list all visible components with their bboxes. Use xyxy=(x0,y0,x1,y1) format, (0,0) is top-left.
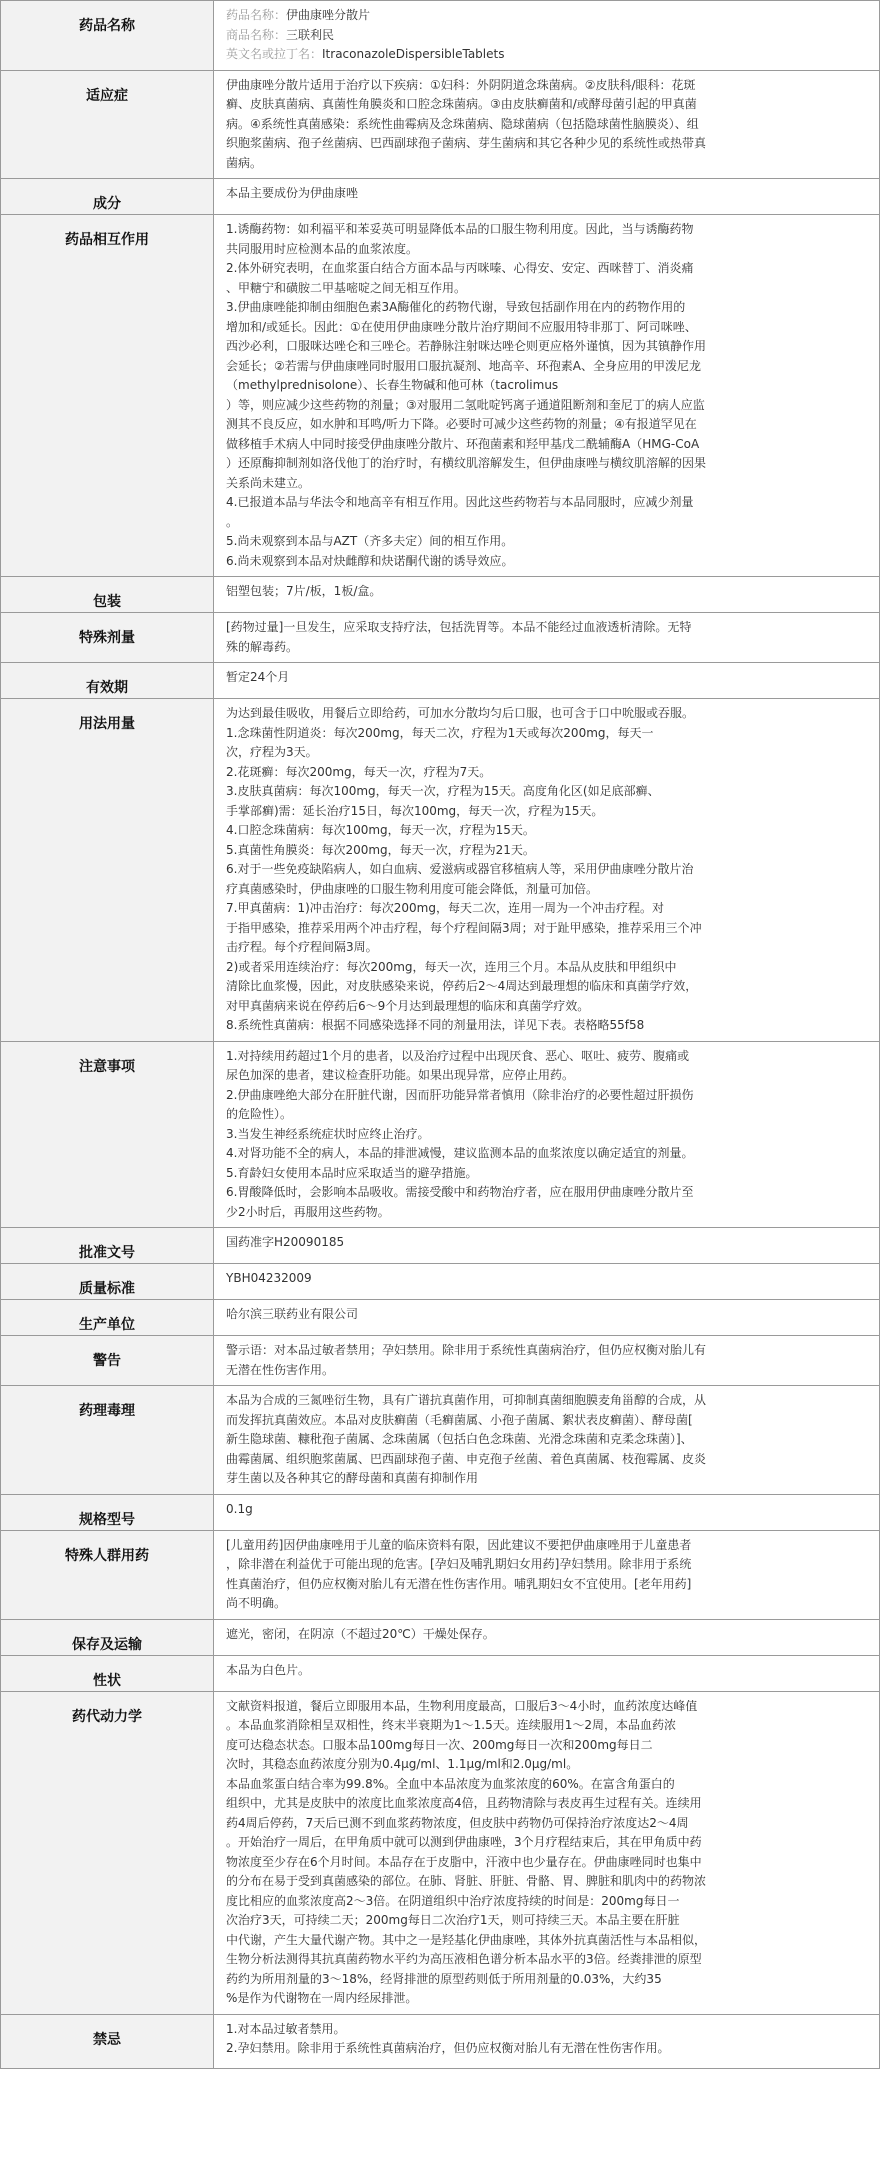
content-line: 对甲真菌病来说在停药后6～9个月达到最理想的临床和真菌学疗效。 xyxy=(226,998,590,1013)
content-line: 哈尔滨三联药业有限公司 xyxy=(226,1307,359,1321)
precautions-row xyxy=(1,1041,880,1228)
content-line: 无潜在性伤害作用。 xyxy=(226,1362,335,1377)
approval-number-label: 批准文号 xyxy=(1,1228,214,1264)
content-line: ，除非潜在利益优于可能出现的危害。[孕妇及哺乳期妇女用药]孕妇禁用。除非用于系统 xyxy=(226,1557,692,1571)
warning-label: 警告 xyxy=(1,1336,214,1386)
storage-transport-content xyxy=(214,1619,880,1655)
content-line: 织胞浆菌病、孢子丝菌病、巴西副球孢子菌病、芽生菌病和其它各种少见的系统性或热带真 xyxy=(226,136,707,150)
content-line: 次治疗3天，可持续二天；200mg每日二次治疗1天，则可持续三天。本品主要在肝脏 xyxy=(226,1913,680,1927)
content-line: 疗真菌感染时，伊曲康唑的口服生物利用度可能会降低，剂量可加倍。 xyxy=(226,881,599,896)
indications-content xyxy=(214,70,880,179)
ingredients-content xyxy=(214,179,880,215)
packaging-row xyxy=(1,577,880,613)
warning-content xyxy=(214,1336,880,1386)
content-line: 次，疗程为3天。 xyxy=(226,745,318,759)
content-line: 暂定24个月 xyxy=(226,670,290,684)
drug-name-label: 药品名称 xyxy=(1,1,214,71)
special-populations-label: 特殊人群用药 xyxy=(1,1530,214,1619)
content-line: 度比相应的血浆浓度高2～3倍。在阴道组织中治疗浓度持续的时间是：200mg每日一 xyxy=(226,1893,680,1908)
content-line: 1.对本品过敏者禁用。 xyxy=(226,2021,346,2036)
name-line xyxy=(226,6,869,26)
content-line: 中代谢，产生大量代谢产物。其中之一是羟基化伊曲康唑，其体外抗真菌活性与本品相似， xyxy=(226,1932,707,1947)
specification-content xyxy=(214,1494,880,1530)
manufacturer-content xyxy=(214,1300,880,1336)
name-line-label: 商品名称： xyxy=(226,27,287,42)
pharmacokinetics-content xyxy=(214,1691,880,2014)
content-line: 会延长；②若需与伊曲康唑同时服用口服抗凝剂、地高辛、环孢素A、全身应用的甲泼尼龙 xyxy=(226,358,701,373)
content-line: 2.孕妇禁用。除非用于系统性真菌病治疗，但仍应权衡对胎儿有无潜在性伤害作用。 xyxy=(226,2041,670,2055)
special-dosage-content xyxy=(214,613,880,663)
content-line: 的分布在易于受到真菌感染的部位。在肺、肾脏、肝脏、骨骼、胃、脾脏和肌肉中的药物浓 xyxy=(226,1874,707,1888)
quality-standard-label: 质量标准 xyxy=(1,1264,214,1300)
content-line: 清除比血浆慢，因此，对皮肤感染来说，停药后2～4周达到最理想的临床和真菌学疗效， xyxy=(226,979,698,993)
special-dosage-row xyxy=(1,613,880,663)
drug-info-table-body xyxy=(1,1,880,2069)
warning-row xyxy=(1,1336,880,1386)
content-line: 2.体外研究表明，在血浆蛋白结合方面本品与丙咪嗪、心得安、安定、西咪替丁、消炎痛 xyxy=(226,261,694,275)
content-line: 药约为所用剂量的3～18%，经肾排泄的原型药则低于所用剂量的0.03%，大约35 xyxy=(226,1971,662,1986)
content-line: 于指甲感染，推荐采用两个冲击疗程，每个疗程间隔3周；对于趾甲感染，推荐采用三个冲 xyxy=(226,920,702,935)
ingredients-row xyxy=(1,179,880,215)
specification-label: 规格型号 xyxy=(1,1494,214,1530)
name-line-label: 药品名称： xyxy=(226,8,287,22)
content-line: 4.对肾功能不全的病人，本品的排泄减慢，建议监测本品的血浆浓度以确定适宜的剂量。 xyxy=(226,1146,694,1160)
special-populations-content xyxy=(214,1530,880,1619)
content-line: 7.甲真菌病：1)冲击治疗：每次200mg，每天二次，连用一周为一个冲击疗程。对 xyxy=(226,901,664,915)
appearance-label: 性状 xyxy=(1,1655,214,1691)
content-line: 5.尚未观察到本品与AZT（齐多夫定）间的相互作用。 xyxy=(226,534,514,548)
content-line: 性真菌治疗，但仍应权衡对胎儿有无潜在性伤害作用。哺乳期妇女不宜使用。[老年用药] xyxy=(226,1576,692,1591)
content-line: 3.皮肤真菌病：每次100mg，每天一次，疗程为15天。高度角化区(如足底部癣、 xyxy=(226,784,660,798)
content-line: 4.已报道本品与华法令和地高辛有相互作用。因此这些药物若与本品同服时，应减少剂量 xyxy=(226,495,694,509)
content-line: 击疗程。每个疗程间隔3周。 xyxy=(226,940,378,954)
content-line: YBH04232009 xyxy=(226,1271,312,1285)
drug-interactions-row xyxy=(1,215,880,577)
drug-name-row xyxy=(1,1,880,71)
content-line: 药4周后停药，7天后已测不到血浆药物浓度，但皮肤中药物仍可保持治疗浓度达2～4周 xyxy=(226,1815,689,1830)
content-line: 铝塑包装；7片/板，1板/盒。 xyxy=(226,584,382,598)
content-line: 文献资料报道，餐后立即服用本品，生物利用度最高，口服后3～4小时，血药浓度达峰值 xyxy=(226,1698,698,1713)
usage-dosage-content xyxy=(214,699,880,1042)
content-line: 1.诱酶药物：如利福平和苯妥英可明显降低本品的口服生物利用度。因此，当与诱酶药物 xyxy=(226,222,694,236)
content-line: 伊曲康唑分散片适用于治疗以下疾病：①妇科：外阴阴道念珠菌病。②皮肤科/眼科：花斑 xyxy=(226,77,696,92)
content-line: [药物过量]一旦发生，应采取支持疗法，包括洗胃等。本品不能经过血液透析清除。无特 xyxy=(226,620,692,634)
content-line: 尿色加深的患者，建议检查肝功能。如果出现异常，应停止用药。 xyxy=(226,1068,575,1082)
content-line: 国药准字H20090185 xyxy=(226,1235,345,1249)
precautions-label: 注意事项 xyxy=(1,1041,214,1228)
name-line-value: 三联利民 xyxy=(286,27,335,42)
usage-dosage-label: 用法用量 xyxy=(1,699,214,1042)
content-line: 警示语：对本品过敏者禁用；孕妇禁用。除非用于系统性真菌病治疗，但仍应权衡对胎儿有 xyxy=(226,1343,707,1357)
content-line: 本品血浆蛋白结合率为99.8%。全血中本品浓度为血浆浓度的60%。在富含角蛋白的 xyxy=(226,1776,675,1791)
content-line: 。开始治疗一周后，在甲角质中就可以测到伊曲康唑，3个月疗程结束后，其在甲角质中药 xyxy=(226,1835,702,1849)
content-line: 、甲糖宁和磺胺二甲基嘧啶之间无相互作用。 xyxy=(226,280,467,295)
storage-transport-label: 保存及运输 xyxy=(1,1619,214,1655)
content-line: 2.花斑癣：每次200mg，每天一次，疗程为7天。 xyxy=(226,764,492,779)
pharmacology-toxicology-content xyxy=(214,1386,880,1495)
content-line: 5.育龄妇女使用本品时应采取适当的避孕措施。 xyxy=(226,1165,478,1180)
approval-number-row xyxy=(1,1228,880,1264)
content-line: 本品为合成的三氮唑衍生物，具有广谱抗真菌作用，可抑制真菌细胞膜麦角甾醇的合成，从 xyxy=(226,1393,707,1407)
content-line: 。 xyxy=(226,514,239,529)
content-line: 6.对于一些免疫缺陷病人，如白血病、爱滋病或器官移植病人等，采用伊曲康唑分散片治 xyxy=(226,862,694,876)
name-line-value: 伊曲康唑分散片 xyxy=(286,8,371,22)
shelf-life-row xyxy=(1,663,880,699)
content-line: 新生隐球菌、糠秕孢子菌属、念珠菌属（包括白色念珠菌、光滑念珠菌和克柔念珠菌）]、 xyxy=(226,1432,693,1446)
content-line: 6.尚未观察到本品对炔雌醇和炔诺酮代谢的诱导效应。 xyxy=(226,553,514,568)
contraindications-content xyxy=(214,2014,880,2068)
content-line: 增加和/或延长。因此：①在使用伊曲康唑分散片治疗期间不应服用特非那丁、阿司咪唑、 xyxy=(226,319,697,334)
content-line: 共同服用时应检测本品的血浆浓度。 xyxy=(226,241,419,256)
content-line: 手掌部癣)需：延长治疗15日，每次100mg，每天一次，疗程为15天。 xyxy=(226,803,604,818)
content-line: 尚不明确。 xyxy=(226,1596,287,1610)
packaging-content xyxy=(214,577,880,613)
pharmacology-toxicology-label: 药理毒理 xyxy=(1,1386,214,1495)
content-line: 2)或者采用连续治疗：每次200mg，每天一次，连用三个月。本品从皮肤和甲组织中 xyxy=(226,959,677,974)
content-line: 1.念珠菌性阴道炎：每次200mg，每天二次，疗程为1天或每次200mg，每天一 xyxy=(226,725,654,740)
content-line: [儿童用药]因伊曲康唑用于儿童的临床资料有限，因此建议不要把伊曲康唑用于儿童患者 xyxy=(226,1537,692,1552)
contraindications-row xyxy=(1,2014,880,2068)
content-line: 组织中，尤其是皮肤中的浓度比血浆浓度高4倍，且药物清除与表皮再生过程有关。连续用 xyxy=(226,1796,702,1810)
content-line: ）还原酶抑制剂如洛伐他丁的治疗时，有横纹肌溶解发生，但伊曲康唑与横纹肌溶解的因果 xyxy=(226,456,707,470)
appearance-content xyxy=(214,1655,880,1691)
content-line: 菌病。 xyxy=(226,155,263,170)
content-line: 为达到最佳吸收，用餐后立即给药，可加水分散均匀后口服，也可含于口中吮服或吞服。 xyxy=(226,706,695,720)
content-line: 芽生菌以及各种其它的酵母菌和真菌有抑制作用 xyxy=(226,1471,479,1485)
quality-standard-content xyxy=(214,1264,880,1300)
content-line: 本品主要成份为伊曲康唑 xyxy=(226,186,359,200)
content-line: 物浓度至少存在6个月时间。本品存在于皮脂中，汗液中也少量存在。伊曲康唑同时也集中 xyxy=(226,1854,702,1869)
appearance-row xyxy=(1,1655,880,1691)
manufacturer-label: 生产单位 xyxy=(1,1300,214,1336)
storage-transport-row xyxy=(1,1619,880,1655)
content-line: 而发挥抗真菌效应。本品对皮肤癣菌（毛癣菌属、小孢子菌属、絮状表皮癣菌）、酵母菌[ xyxy=(226,1412,693,1427)
content-line: 西沙必利，口服咪达唑仑和三唑仑。若静脉注射咪达唑仑则更应格外谨慎，因为其镇静作用 xyxy=(226,339,707,353)
manufacturer-row xyxy=(1,1300,880,1336)
content-line: 0.1g xyxy=(226,1501,253,1516)
name-line-value: ItraconazoleDispersibleTablets xyxy=(322,47,505,61)
indications-label: 适应症 xyxy=(1,70,214,179)
drug-name-content xyxy=(214,1,880,71)
content-line: 癣、皮肤真菌病、真菌性角膜炎和口腔念珠菌病。③由皮肤癣菌和/或酵母菌引起的甲真菌 xyxy=(226,97,697,111)
content-line: （methylprednisolone）、长春生物碱和他可林（tacrolimus xyxy=(226,378,559,392)
content-line: 度可达稳态状态。口服本品100mg每日一次、200mg每日一次和200mg每日二 xyxy=(226,1737,653,1752)
indications-row xyxy=(1,70,880,179)
content-line: 做移植手术病人中同时接受伊曲康唑分散片、环孢菌素和羟甲基戊二酰辅酶A（HMG-CoA xyxy=(226,436,700,451)
content-line: 曲霉菌属、组织胞浆菌属、巴西副球孢子菌、申克孢子丝菌、着色真菌属、枝孢霉属、皮炎 xyxy=(226,1451,707,1466)
content-line: 2.伊曲康唑绝大部分在肝脏代谢，因而肝功能异常者慎用（除非治疗的必要性超过肝损伤 xyxy=(226,1087,694,1102)
pharmacology-toxicology-row xyxy=(1,1386,880,1495)
special-dosage-label: 特殊剂量 xyxy=(1,613,214,663)
drug-interactions-label: 药品相互作用 xyxy=(1,215,214,577)
content-line: 本品为白色片。 xyxy=(226,1662,311,1677)
quality-standard-row xyxy=(1,1264,880,1300)
content-line: 遮光，密闭，在阴凉（不超过20℃）干燥处保存。 xyxy=(226,1626,495,1641)
content-line: 测其不良反应，如水肿和耳鸣/听力下降。必要时可减少这些药物的剂量；④有报道罕见在 xyxy=(226,417,697,431)
packaging-label: 包装 xyxy=(1,577,214,613)
pharmacokinetics-label: 药代动力学 xyxy=(1,1691,214,2014)
content-line: %是作为代谢物在一周内经尿排泄。 xyxy=(226,1991,418,2005)
content-line: 6.胃酸降低时，会影响本品吸收。需接受酸中和药物治疗者，应在服用伊曲康唑分散片至 xyxy=(226,1185,694,1199)
contraindications-label: 禁忌 xyxy=(1,2014,214,2068)
name-line xyxy=(226,26,869,46)
content-line: 次时，其稳态血药浓度分别为0.4μg/ml、1.1μg/ml和2.0μg/ml。 xyxy=(226,1757,579,1771)
content-line: 关系尚未建立。 xyxy=(226,475,311,490)
precautions-content xyxy=(214,1041,880,1228)
ingredients-label: 成分 xyxy=(1,179,214,215)
content-line: 少2小时后，再服用这些药物。 xyxy=(226,1204,390,1219)
shelf-life-label: 有效期 xyxy=(1,663,214,699)
content-line: 病。④系统性真菌感染：系统性曲霉病及念珠菌病、隐球菌病（包括隐球菌性脑膜炎）、组 xyxy=(226,116,699,131)
usage-dosage-row xyxy=(1,699,880,1042)
name-line-label: 英文名或拉丁名： xyxy=(226,47,323,61)
content-line: ）等，则应减少这些药物的剂量；③对服用二氢吡啶钙离子通道阻断剂和奎尼丁的病人应监 xyxy=(226,397,705,412)
drug-interactions-content xyxy=(214,215,880,577)
specification-row xyxy=(1,1494,880,1530)
content-line: 8.系统性真菌病：根据不同感染选择不同的剂量用法，详见下表。表格略55f58 xyxy=(226,1018,645,1032)
shelf-life-content xyxy=(214,663,880,699)
content-line: 3.当发生神经系统症状时应终止治疗。 xyxy=(226,1126,430,1141)
content-line: 4.口腔念珠菌病：每次100mg，每天一次，疗程为15天。 xyxy=(226,823,535,837)
content-line: 1.对持续用药超过1个月的患者，以及治疗过程中出现厌食、恶心、呕吐、疲劳、腹痛或 xyxy=(226,1048,690,1063)
content-line: 3.伊曲康唑能抑制由细胞色素3A酶催化的药物代谢，导致包括副作用在内的药物作用的 xyxy=(226,300,686,314)
content-line: 的危险性）。 xyxy=(226,1107,293,1121)
approval-number-content xyxy=(214,1228,880,1264)
content-line: 5.真菌性角膜炎：每次200mg，每天一次，疗程为21天。 xyxy=(226,842,535,857)
content-line: 。本品血浆消除相呈双相性，终末半衰期为1～1.5天。连续服用1～2周，本品血药浓 xyxy=(226,1718,676,1732)
content-line: 生物分析法测得其抗真菌药物水平约为高压液相色谱分析本品水平的3倍。经粪排泄的原型 xyxy=(226,1952,702,1966)
content-line: 殊的解毒药。 xyxy=(226,639,299,654)
special-populations-row xyxy=(1,1530,880,1619)
pharmacokinetics-row xyxy=(1,1691,880,2014)
name-line xyxy=(226,45,869,65)
